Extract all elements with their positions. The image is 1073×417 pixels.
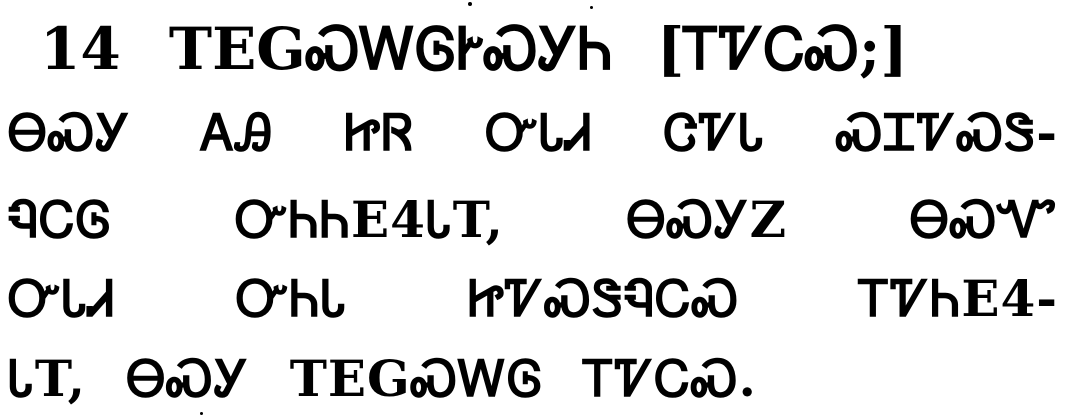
word: ᎾᏍᎩ [126,349,250,408]
word: ᎪᎯ [201,103,274,162]
bracketed-note: [ᎢᏤᏟᏍ;] [656,15,908,83]
word: ᎾᏍᎩZ [626,190,788,249]
word: ᎢᏤᏂE4- [859,269,1058,328]
word: ᎾᏍᏉ [910,190,1058,249]
word: ᏅᏂᏂE4ᏓT, [235,190,504,249]
verse-title: TEGᏍᎳᎶᎨᏍᎩᏂ [168,15,613,83]
word: ᏣᏤᏓ [663,103,766,162]
text-line-4 [8,346,1058,412]
print-speck [200,412,203,415]
word: ᏓT, [8,349,87,408]
verse-heading [40,8,1050,90]
word: ᏅᏓᏗ [485,103,593,162]
text-line-2 [8,187,1058,253]
word: TEGᏍᎳᎶ [289,349,544,408]
word: ᏥᏤᏍᏕᏄᏟᏍ [467,269,740,328]
word: ᏍᏆᏤᏍᏕ- [836,103,1058,162]
word: ᏥᏒ [344,103,415,162]
word: ᏄᏟᎶ [8,190,113,249]
text-line-1 [8,100,1058,166]
word: ᏅᏂᏓ [235,269,348,328]
verse-number: 14 [40,15,121,83]
print-speck [468,2,472,6]
print-speck [590,6,593,9]
word: ᏅᏓᏗ [8,269,116,328]
word: ᎢᏤᏟᏍ. [583,349,757,408]
text-line-3 [8,266,1058,332]
word: ᎾᏍᎩ [8,103,131,162]
